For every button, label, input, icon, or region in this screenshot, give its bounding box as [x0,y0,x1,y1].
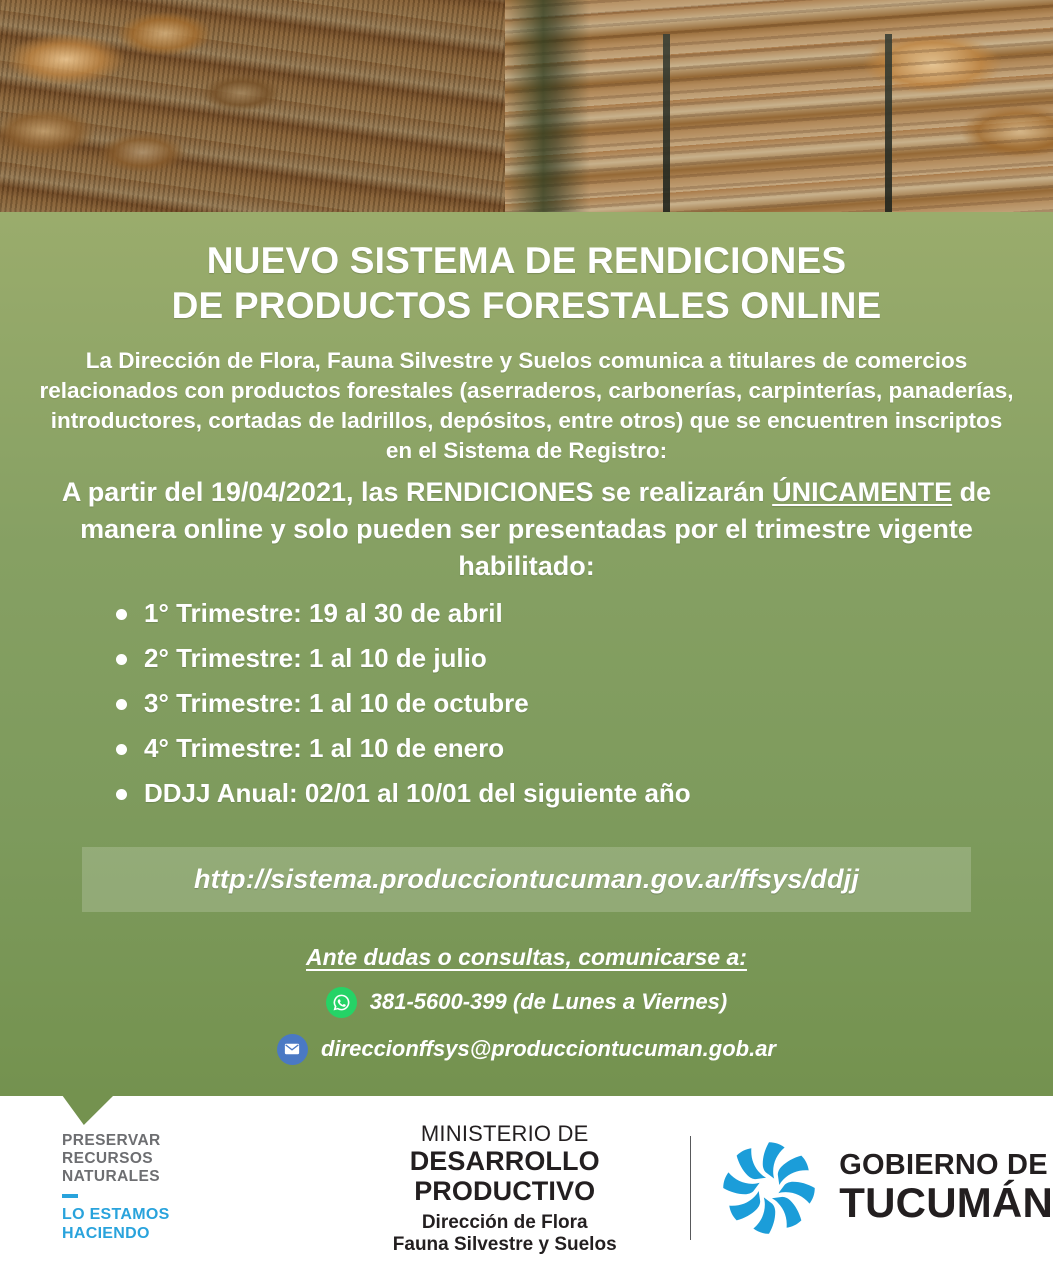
footer-divider [690,1136,692,1240]
list-item: 4° Trimestre: 1 al 10 de enero [116,735,1023,780]
list-item: 1° Trimestre: 19 al 30 de abril [116,600,1023,645]
contact-phone-text: 381-5600-399 (de Lunes a Viernes) [369,989,728,1015]
ministry-line-2: DESARROLLO PRODUCTIVO [409,1145,600,1207]
government-line-1: GOBIERNO DE [839,1149,1048,1182]
preserve-line-5: HACIENDO [62,1225,150,1243]
page-title [30,238,1023,328]
intro-paragraph: La Dirección de Flora, Fauna Silvestre y Suelos comunica a titulares de comercios relacionados con productos forestales (aserraderos, carbonerías, carpinterías, panaderías, introductores, cortadas de ladrillos, depósitos, entre otros) que se encuentren inscriptos en el Sistema de Registro: [39,348,1014,464]
hero-seam-shadow [505,0,589,212]
ministry-logo [348,1121,662,1256]
list-item: 2° Trimestre: 1 al 10 de julio [116,645,1023,690]
footer-logos [0,1096,1053,1280]
ministry-line-3: Dirección de Flora [421,1212,588,1234]
hero-post-2 [885,34,892,212]
tucuman-swirl-logo-icon [717,1136,821,1240]
highlight-part-2: de manera online y solo pueden ser presentadas por el trimestre vigente habilitado: [80,476,992,582]
system-url-link[interactable]: http://sistema.producciontucuman.gov.ar/ffsys/ddjj [193,863,860,894]
preserve-campaign-logo [62,1132,228,1244]
government-text [839,1150,1053,1225]
preserve-line-3: NATURALES [62,1168,161,1186]
quarters-list [116,597,1023,825]
list-item: DDJJ Anual: 02/01 al 10/01 del siguiente año [116,780,1023,825]
contact-phone-row[interactable] [30,987,1023,1018]
contact-heading: Ante dudas o consultas, comunicarse a: [306,943,747,970]
preserve-line-1: PRESERVAR [62,1131,161,1149]
highlight-paragraph [36,474,1017,586]
contact-email-text[interactable]: direccionffsys@producciontucuman.gob.ar [320,1036,776,1062]
government-logo [717,1136,1053,1240]
hero-post-1 [663,34,670,212]
ministry-line-4: Fauna Silvestre y Suelos [392,1233,617,1255]
footer-green-notch [62,1095,114,1125]
highlight-underlined: ÚNICAMENTE [772,476,953,507]
list-item: 3° Trimestre: 1 al 10 de octubre [116,690,1023,735]
page-title-line-2: DE PRODUCTOS FORESTALES ONLINE [171,285,882,327]
preserve-line-2: RECURSOS [62,1150,154,1168]
preserve-line-4: LO ESTAMOS [62,1206,170,1224]
highlight-part-1: A partir del 19/04/2021, las RENDICIONES se realizarán [61,476,773,507]
page-title-line-1: NUEVO SISTEMA DE RENDICIONES [206,240,847,281]
hero-photo-logs [0,0,1053,212]
government-line-2: TUCUMÁN [839,1179,1053,1227]
content-panel [0,212,1053,1096]
whatsapp-icon [326,987,357,1018]
url-banner[interactable] [82,847,971,912]
preserve-dash-icon [62,1194,78,1198]
mail-icon [277,1034,308,1065]
ministry-line-1: MINISTERIO DE [420,1120,589,1146]
contact-email-row[interactable] [30,1034,1023,1065]
